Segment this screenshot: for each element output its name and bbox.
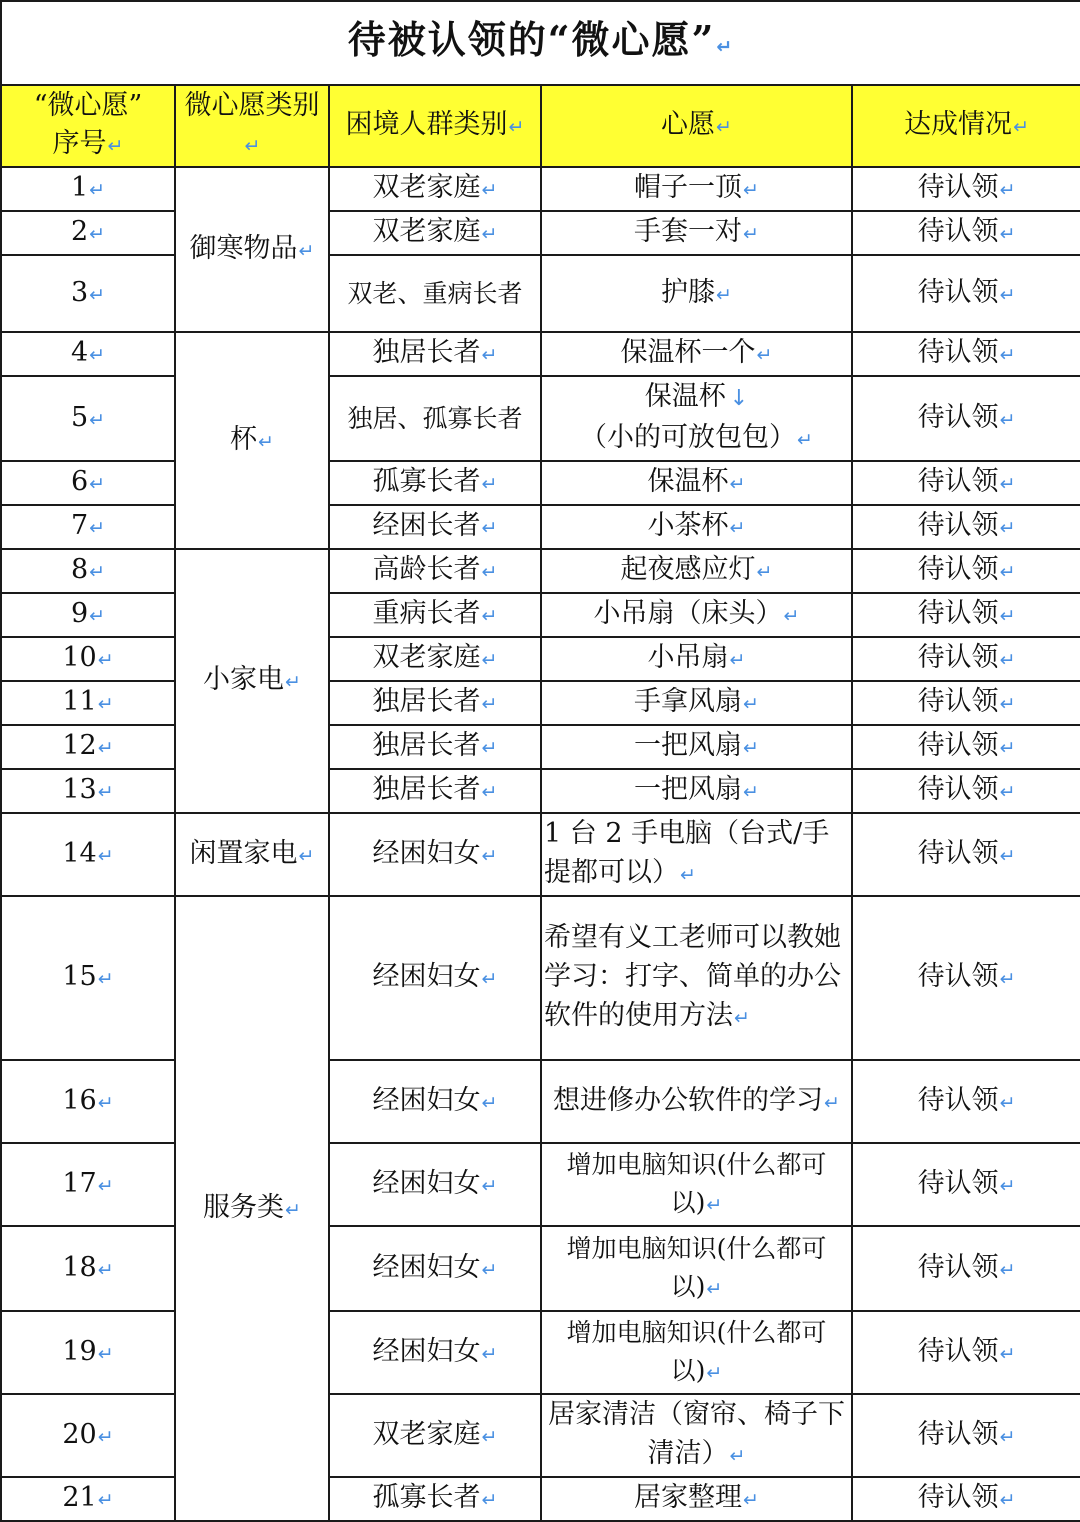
group-cell: 独居长者 ↵: [329, 769, 541, 813]
group-cell: 经困妇女 ↵: [329, 1060, 541, 1143]
wish-cell: 增加电脑知识(什么都可以) ↵: [541, 1143, 852, 1226]
row-id: 17 ↵: [1, 1143, 175, 1226]
table-row: [1, 549, 1080, 593]
wish-cell: 增加电脑知识(什么都可以) ↵: [541, 1226, 852, 1311]
row-id: 1 ↵: [1, 167, 175, 211]
status-cell: 待认领 ↵: [852, 1311, 1080, 1394]
group-cell: 孤寡长者 ↵: [329, 1477, 541, 1521]
table-row: [1, 637, 1080, 681]
status-cell: 待认领 ↵: [852, 637, 1080, 681]
table-row: [1, 376, 1080, 461]
group-cell: 双老家庭 ↵: [329, 1394, 541, 1477]
status-cell: 待认领 ↵: [852, 255, 1080, 332]
status-cell: 待认领 ↵: [852, 813, 1080, 896]
wish-cell: 帽子一顶 ↵: [541, 167, 852, 211]
row-id: 13 ↵: [1, 769, 175, 813]
table-row: [1, 896, 1080, 1060]
group-cell: 经困长者 ↵: [329, 505, 541, 549]
header-group: 困境人群类别 ↵: [329, 85, 541, 167]
category-cell: 杯 ↵: [175, 332, 329, 549]
table-row: [1, 681, 1080, 725]
status-cell: 待认领 ↵: [852, 681, 1080, 725]
group-cell: 独居长者 ↵: [329, 681, 541, 725]
table-row: [1, 167, 1080, 211]
header-status: 达成情况 ↵: [852, 85, 1080, 167]
status-cell: 待认领 ↵: [852, 505, 1080, 549]
table-row: [1, 211, 1080, 255]
status-cell: 待认领 ↵: [852, 725, 1080, 769]
table-row: [1, 505, 1080, 549]
row-id: 19 ↵: [1, 1311, 175, 1394]
wish-cell: 保温杯 ↓ （小的可放包包） ↵: [541, 376, 852, 461]
category-cell: 御寒物品 ↵: [175, 167, 329, 332]
status-cell: 待认领 ↵: [852, 461, 1080, 505]
category-cell: 服务类 ↵: [175, 896, 329, 1521]
row-id: 5 ↵: [1, 376, 175, 461]
group-cell: 独居长者 ↵: [329, 332, 541, 376]
row-id: 11 ↵: [1, 681, 175, 725]
wish-cell: 手拿风扇 ↵: [541, 681, 852, 725]
table-row: [1, 1060, 1080, 1143]
wish-cell: 一把风扇 ↵: [541, 769, 852, 813]
status-cell: 待认领 ↵: [852, 1477, 1080, 1521]
group-cell: 经困妇女 ↵: [329, 1226, 541, 1311]
status-cell: 待认领 ↵: [852, 167, 1080, 211]
row-id: 16 ↵: [1, 1060, 175, 1143]
status-cell: 待认领 ↵: [852, 549, 1080, 593]
row-id: 20 ↵: [1, 1394, 175, 1477]
row-id: 12 ↵: [1, 725, 175, 769]
table-row: [1, 813, 1080, 896]
wish-cell: 起夜感应灯 ↵: [541, 549, 852, 593]
row-id: 14 ↵: [1, 813, 175, 896]
wish-cell: 增加电脑知识(什么都可以) ↵: [541, 1311, 852, 1394]
wish-cell: 一把风扇 ↵: [541, 725, 852, 769]
wish-cell: 居家清洁（窗帘、椅子下清洁） ↵: [541, 1394, 852, 1477]
status-cell: 待认领 ↵: [852, 1394, 1080, 1477]
wish-cell: 保温杯一个 ↵: [541, 332, 852, 376]
row-id: 21 ↵: [1, 1477, 175, 1521]
wish-cell: 小茶杯 ↵: [541, 505, 852, 549]
table-row: [1, 1143, 1080, 1226]
table-row: [1, 255, 1080, 332]
header-row: [1, 85, 1080, 167]
status-cell: 待认领 ↵: [852, 376, 1080, 461]
wish-cell: 想进修办公软件的学习 ↵: [541, 1060, 852, 1143]
table-title: 待被认领的“微心愿” ↵: [1, 1, 1080, 85]
wish-cell: 希望有义工老师可以教她学习：打字、简单的办公软件的使用方法 ↵: [541, 896, 852, 1060]
row-id: 4 ↵: [1, 332, 175, 376]
status-cell: 待认领 ↵: [852, 1143, 1080, 1226]
row-id: 6 ↵: [1, 461, 175, 505]
row-id: 2 ↵: [1, 211, 175, 255]
group-cell: 双老家庭 ↵: [329, 637, 541, 681]
group-cell: 双老家庭 ↵: [329, 211, 541, 255]
status-cell: 待认领 ↵: [852, 332, 1080, 376]
group-cell: 高龄长者 ↵: [329, 549, 541, 593]
wish-cell: 护膝 ↵: [541, 255, 852, 332]
wish-cell: 小吊扇（床头） ↵: [541, 593, 852, 637]
category-cell: 小家电 ↵: [175, 549, 329, 813]
group-cell: 重病长者 ↵: [329, 593, 541, 637]
row-id: 3 ↵: [1, 255, 175, 332]
table-row: [1, 1311, 1080, 1394]
row-id: 8 ↵: [1, 549, 175, 593]
group-cell: 经困妇女 ↵: [329, 1311, 541, 1394]
table-row: [1, 593, 1080, 637]
group-cell: 经困妇女 ↵: [329, 1143, 541, 1226]
wish-cell: 保温杯 ↵: [541, 461, 852, 505]
row-id: 7 ↵: [1, 505, 175, 549]
status-cell: 待认领 ↵: [852, 1226, 1080, 1311]
table-row: [1, 332, 1080, 376]
status-cell: 待认领 ↵: [852, 769, 1080, 813]
status-cell: 待认领 ↵: [852, 1060, 1080, 1143]
table-row: [1, 1477, 1080, 1521]
row-id: 18 ↵: [1, 1226, 175, 1311]
header-wish: 心愿 ↵: [541, 85, 852, 167]
group-cell: 经困妇女 ↵: [329, 813, 541, 896]
wish-cell: 手套一对 ↵: [541, 211, 852, 255]
table-row: [1, 1226, 1080, 1311]
group-cell: 双老家庭 ↵: [329, 167, 541, 211]
group-cell: 孤寡长者 ↵: [329, 461, 541, 505]
group-cell: 独居、孤寡长者: [329, 376, 541, 461]
status-cell: 待认领 ↵: [852, 593, 1080, 637]
table-row: [1, 461, 1080, 505]
table-row: [1, 769, 1080, 813]
status-cell: 待认领 ↵: [852, 896, 1080, 1060]
row-id: 10 ↵: [1, 637, 175, 681]
table-row: [1, 725, 1080, 769]
header-category: 微心愿类别 ↵: [175, 85, 329, 167]
status-cell: 待认领 ↵: [852, 211, 1080, 255]
wish-cell: 小吊扇 ↵: [541, 637, 852, 681]
table-row: [1, 1394, 1080, 1477]
wish-cell: 居家整理 ↵: [541, 1477, 852, 1521]
group-cell: 经困妇女 ↵: [329, 896, 541, 1060]
row-id: 15 ↵: [1, 896, 175, 1060]
row-id: 9 ↵: [1, 593, 175, 637]
group-cell: 独居长者 ↵: [329, 725, 541, 769]
category-cell: 闲置家电 ↵: [175, 813, 329, 896]
wish-cell: 1 台 2 手电脑（台式/手提都可以） ↵: [541, 813, 852, 896]
group-cell: 双老、重病长者: [329, 255, 541, 332]
header-id: “微心愿” 序号 ↵: [1, 85, 175, 167]
